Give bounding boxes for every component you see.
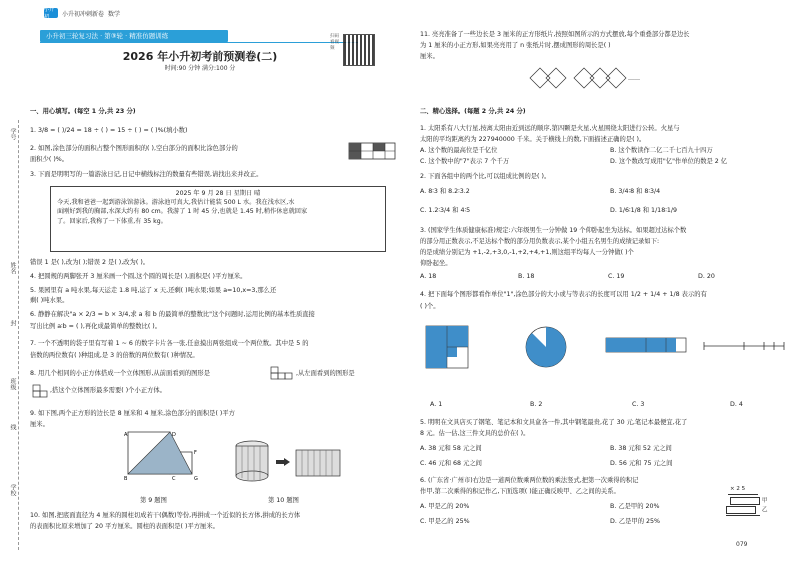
- choice-4-option-c[interactable]: C. 3: [632, 401, 645, 408]
- question-5-line1: 5. 果园里有 a 吨水果,每天运走 1.8 吨,运了 x 天,还剩( )吨水果;如果 a=10,x=3,那么还: [30, 287, 277, 294]
- section-choice-heading: 二、精心选择。(每题 2 分,共 24 分): [420, 108, 526, 115]
- choice-3-line4: 仰卧起坐。: [420, 260, 452, 267]
- fig10-cylinder: [230, 436, 350, 490]
- svg-text:A: A: [124, 432, 128, 438]
- choice-6-option-a[interactable]: A. 甲是乙的 20%: [420, 503, 470, 510]
- choice-4-option-b[interactable]: B. 2: [530, 401, 543, 408]
- svg-text:……: ……: [628, 75, 640, 82]
- choice-2-option-b[interactable]: B. 3/4∶8 和 8∶3/4: [610, 188, 661, 195]
- choice-5-option-d[interactable]: D. 56 元和 75 元之间: [610, 460, 673, 467]
- svg-text:G: G: [194, 476, 198, 482]
- choice-5-option-c[interactable]: C. 46 元和 68 元之间: [420, 460, 482, 467]
- question-9-line1: 9. 如下图,两个正方形的边长是 8 厘米和 4 厘米,涂色部分的面积是( )平方: [30, 410, 235, 417]
- diary-date: 2025 年 9 月 28 日 星期日 晴: [175, 190, 261, 197]
- left-column: [30, 0, 398, 566]
- choice-5-option-b[interactable]: B. 38 元和 52 元之间: [610, 445, 672, 452]
- qr-label: 扫码看视频: [330, 34, 339, 51]
- multiplier-label: × 2 5: [730, 486, 746, 492]
- question-4: 4. 把圆规的两脚张开 3 厘米画一个圆,这个圆的周长是( ),面积是( )平方厘米。: [30, 273, 247, 280]
- fig9-squares: [120, 430, 214, 488]
- exam-subtitle: 时间:90 分钟 满分:100 分: [164, 65, 236, 72]
- question-3: 3. 下面是明明写的一篇游泳日记,日记中横线标注的数量有些错误,请找出来并改正。: [30, 171, 263, 178]
- question-10-line1: 10. 如图,把底面直径为 4 厘米的圆柱切成若干(偶数)等份,再拼成一个近似的长方体,拼成的长方体: [30, 512, 301, 519]
- svg-text:B: B: [124, 476, 128, 482]
- choice-5-option-a[interactable]: A. 38 元和 58 元之间: [420, 445, 482, 452]
- choice-3-line1: 3. (国家学生体质健康标准)规定:六年级男生一分钟做 19 个仰卧起坐为达标。如果超过达标个数: [420, 227, 687, 234]
- brand-name: 小升初冲刺新卷: [62, 10, 105, 18]
- question-6-line2: 写出比例 a∶b = ( ),再化成最简单的整数比( )。: [30, 323, 162, 330]
- brand-logo-icon: 小升初: [44, 8, 58, 18]
- q8-front-view: [270, 366, 294, 380]
- side-label-class: 班级: [9, 378, 16, 390]
- question-11-line3: 厘米。: [420, 53, 439, 60]
- right-column: [420, 0, 790, 566]
- choice-4-line2: ( )个。: [420, 303, 440, 310]
- choice-3-option-b[interactable]: B. 18: [518, 273, 535, 280]
- choice-3-option-c[interactable]: C. 19: [608, 273, 625, 280]
- choice-6-line2: 作甲,第二次乘得的积记作乙,下面选项( )能正确反映甲、乙之间的关系。: [420, 488, 620, 495]
- question-2-line2: 面积少( )%。: [30, 156, 69, 163]
- choice-4-line1: 4. 把下面每个图形都看作单位"1",涂色部分的大小或与等表示的长度可以用 1/2 + 1/4 + 1/8 表示的有: [420, 291, 707, 298]
- jia-label: 甲: [762, 498, 768, 504]
- question-8-line2: ,搭这个立体图形最多需要( )个小正方体。: [50, 387, 166, 394]
- choice-5-line1: 5. 明明在文具店买了钢笔、笔记本和文具盒各一件,其中钢笔最贵,花了 30 元,笔记本最便宜,花了: [420, 419, 688, 426]
- choice-6-option-d[interactable]: D. 乙是甲的 25%: [610, 518, 661, 525]
- question-1: 1. 3/8 = ( )/24 = 18 ÷ ( ) = 15 ÷ ( ) = ( )%(填小数): [30, 127, 188, 134]
- question-8-line1: 8. 用几个相同的小正方体搭成一个立体图形,从前面看到的图形是: [30, 370, 211, 377]
- question-3-answer: 错误 1 是( ),改为( );错误 2 是( ),改为( )。: [30, 259, 150, 266]
- diary-line-3: 了。回家后,我称了一下体重,有 35 kg。: [57, 217, 167, 225]
- question-5-line2: 剩( )吨水果。: [30, 297, 69, 304]
- choice-1-option-d[interactable]: D. 这个数改写成用"亿"作单位的数是 2 亿: [610, 158, 728, 165]
- question-10-line2: 的表面积比原来增加了 20 平方厘米。圆柱的表面积是( )平方厘米。: [30, 523, 219, 530]
- question-11-line1: 11. 亮亮准备了一些边长是 3 厘米的正方形纸片,按照如图所示的方式摆放,每个重叠部分都是边长: [420, 31, 690, 38]
- choice-3-option-a[interactable]: A. 18: [420, 273, 437, 280]
- question-7-line2: 倍数的两位数有( )种组成,是 3 的倍数的两位数有( )种情况。: [30, 352, 199, 359]
- fig9-caption: 第 9 题图: [140, 497, 167, 504]
- svg-text:F: F: [194, 450, 197, 456]
- page-title: 2026 年小升初考前预测卷(二): [122, 50, 278, 63]
- banner: 小升初三轮复习法 · 第③轮 · 精准仿题训练: [40, 30, 228, 42]
- choice-4-option-d[interactable]: D. 4: [730, 401, 743, 408]
- choice-1-line1: 1. 太阳系有八大行星,按离太阳由近到远的顺序,第四颗是火星,火星围绕太阳进行公转。火星与: [420, 125, 680, 132]
- fig10-caption: 第 10 题图: [268, 497, 299, 504]
- choice-3-line2: 的部分用正数表示,不足达标个数的部分用负数表示,某个小组五名男生的成绩记录如下:: [420, 238, 660, 245]
- choice-2: 2. 下面各组中的两个比,可以组成比例的是( )。: [420, 173, 551, 180]
- subject-label: 数学: [108, 10, 121, 18]
- q2-figure: [348, 142, 396, 160]
- cut-line: [18, 120, 19, 550]
- svg-text:C: C: [172, 476, 176, 482]
- side-label-seal: 封: [9, 320, 16, 326]
- choice-5-line2: 8 元。估一估,这三件文具的总价在( )。: [420, 430, 530, 437]
- diary-line-1: 今天,我和爸爸一起到游泳馆游泳。游泳池可真大,我估计能装 500 L 水。我在浅水区,水: [57, 199, 295, 207]
- question-6-line1: 6. 静静在解决"a × 2/3 = b × 3/4,求 a 和 b 的最简单的整数比"这个问题时,运用比例的基本性质直接: [30, 311, 315, 318]
- svg-text:D: D: [172, 432, 176, 438]
- question-2-line1: 2. 如图,涂色部分的面积占整个图形面积的( ),空白部分的面积比涂色部分的: [30, 145, 238, 152]
- page-number: 079: [736, 541, 748, 548]
- choice-6-line1: 6. (广东省·广州市)右边是一道两位数乘两位数的乘法竖式,把第一次乘得的积记: [420, 477, 639, 484]
- choice-4-option-a[interactable]: A. 1: [430, 401, 443, 408]
- question-9-line2: 厘米。: [30, 421, 49, 428]
- side-label-id: 学号: [9, 128, 16, 140]
- side-label-name: 姓名: [9, 262, 16, 274]
- section-fill-heading: 一、用心填写。(每空 1 分,共 23 分): [30, 108, 136, 115]
- choice-1-option-b[interactable]: B. 这个数读作二亿二千七百九十四万: [610, 147, 713, 154]
- q11-diamond-figure: [528, 66, 648, 90]
- choice-4-figures: [424, 316, 790, 400]
- diary-box: [50, 186, 386, 252]
- choice-1-option-a[interactable]: A. 这个数的最高位是千亿位: [420, 147, 498, 154]
- question-8-line1b: ,从左面看到的图形是: [296, 370, 355, 377]
- choice-2-option-d[interactable]: D. 1/6∶1/8 和 1/18∶1/9: [610, 207, 677, 214]
- side-label-school: 学校: [9, 484, 16, 496]
- choice-3-option-d[interactable]: D. 20: [698, 273, 715, 280]
- choice-2-option-a[interactable]: A. 8∶3 和 8.2∶3.2: [420, 188, 470, 195]
- question-7-line1: 7. 一个不透明的袋子里有写着 1 ~ 6 的数字卡片各一张,任意摸出两张组成一个两位数。其中是 5 的: [30, 340, 309, 347]
- choice-2-option-c[interactable]: C. 1.2∶3/4 和 4∶5: [420, 207, 471, 214]
- choice-6-option-b[interactable]: B. 乙是甲的 20%: [610, 503, 660, 510]
- choice-1-option-c[interactable]: C. 这个数中的"7"表示 7 个千万: [420, 158, 510, 165]
- side-label-line: 线: [9, 424, 16, 430]
- diary-line-2: 面刚好到我的胸部,水深大约有 80 cm。我游了 1 时 45 分,也就是 1.45 时,稍作休息就回家: [57, 208, 308, 216]
- choice-3-line3: 的是成绩分别记为 +1,-2,+3,0,-1,+2,+4,+1,则这组平均每人一分钟做( )个: [420, 249, 634, 256]
- yi-label: 乙: [762, 507, 768, 513]
- choice-1-line2: 太阳的平均距离约为 227940000 千米。关于横线上的数,下面描述正确的是( )。: [420, 136, 646, 143]
- question-11-line2: 为 1 厘米的小正方形,如果亮亮用了 n 张纸片时,摆成图形的周长是( ): [420, 42, 611, 49]
- choice-6-option-c[interactable]: C. 甲是乙的 25%: [420, 518, 470, 525]
- multiplication-figure: [726, 480, 772, 524]
- q8-left-view: [32, 384, 50, 398]
